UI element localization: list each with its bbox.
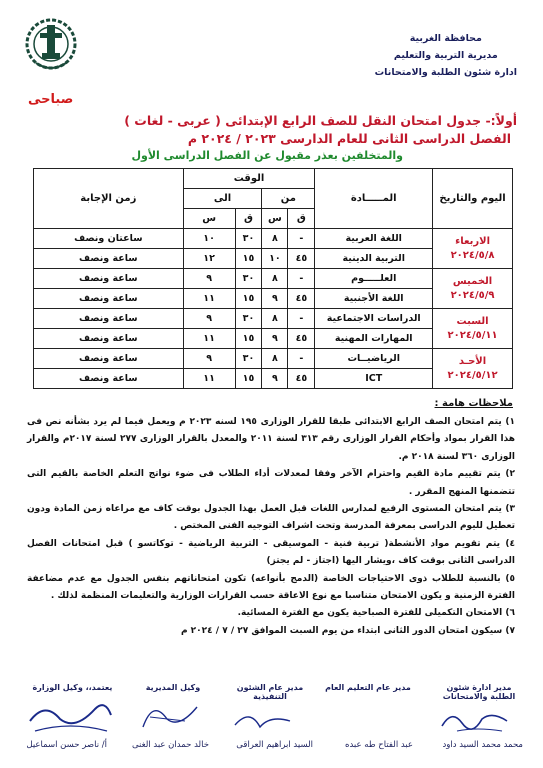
day-name: الاربعاء bbox=[455, 235, 490, 247]
exam-date: ٢٠٢٤/٥/١٢ bbox=[447, 369, 498, 381]
header-time: الوقت bbox=[183, 169, 315, 189]
duration-cell: ساعة ونصف bbox=[34, 349, 184, 369]
from-minute-cell: ٤٥ bbox=[288, 249, 315, 269]
signature-block bbox=[20, 683, 525, 753]
to-hour-cell: ١١ bbox=[183, 369, 235, 389]
duration-cell: ساعة ونصف bbox=[34, 309, 184, 329]
day-date-cell bbox=[433, 229, 513, 269]
header-from: من bbox=[262, 189, 315, 209]
note-item: ٥) بالنسبة للطلاب ذوى الاحتياجات الخاصة (الدمج بأنواعه) تكون امتحاناتهم بنفس الجدول مع عدم مضاعفة الفترة الزمنية و يكون الامتحان متناسبا مع نوع الاعاقة حسب القرارات الوزارية والتعليمات المنظمة لذلك . bbox=[27, 573, 515, 602]
from-hour-cell: ٩ bbox=[262, 289, 288, 309]
from-hour-cell: ٩ bbox=[262, 329, 288, 349]
header-to-hour: س bbox=[183, 209, 235, 229]
to-hour-cell: ١٠ bbox=[183, 229, 235, 249]
from-hour-cell: ٩ bbox=[262, 369, 288, 389]
to-minute-cell: ٣٠ bbox=[235, 349, 262, 369]
to-minute-cell: ٣٠ bbox=[235, 229, 262, 249]
header-to-minute: ق bbox=[235, 209, 262, 229]
signatory-title: وكيل المديرية bbox=[145, 683, 201, 692]
from-minute-cell: ٤٥ bbox=[288, 329, 315, 349]
makeup-subtitle: والمتخلفين بعذر مقبول عن الفصل الدراسى الأول bbox=[131, 149, 403, 162]
to-hour-cell: ٩ bbox=[183, 349, 235, 369]
from-hour-cell: ١٠ bbox=[262, 249, 288, 269]
from-minute-cell: - bbox=[288, 269, 315, 289]
shift-label: صباحى bbox=[28, 92, 74, 107]
subject-cell: اللغة الأجنبية bbox=[315, 289, 433, 309]
from-minute-cell: - bbox=[288, 349, 315, 369]
day-date-cell bbox=[433, 309, 513, 349]
schedule-title: أولاً:- جدول امتحان النقل للصف الرابع الإبتدائى ( عربى - لغات ) bbox=[124, 113, 517, 128]
note-item: ١) يتم امتحان الصف الرابع الابتدائى طبقا للقرار الوزارى ١٩٥ لسنه ٢٠٢٣ م ويعمل فيما لم يرد بشأنه نص فى هذا القرار بمواد وأحكام القرار الوزارى رقم ٣١٣ لسنة ٢٠١١ والمعدل بالقرار الوزارى ٢٧٧ لسنة ٢٠١٧م والقرار الوزارى ٣٦٠ لسنة ٢٠١٨ م. bbox=[27, 417, 516, 462]
semester-title: الفصل الدراسى الثانى للعام الدارسى ٢٠٢٣ / ٢٠٢٤ م bbox=[187, 131, 511, 146]
from-minute-cell: ٤٥ bbox=[288, 369, 315, 389]
note-item: ٤) يتم تقويم مواد الأنشطة( تربية فنية - الموسيقى - التربية الرياضية - توكاتسو ) قبل امتحانات الفصل الدراسى الثانى بوقت كاف ،ويشار اليها (اجتاز - لم يجتز) bbox=[27, 538, 515, 567]
subject-cell: العلـــــوم bbox=[315, 269, 433, 289]
exam-date: ٢٠٢٤/٥/٨ bbox=[450, 249, 495, 261]
from-minute-cell: ٤٥ bbox=[288, 289, 315, 309]
exam-date: ٢٠٢٤/٥/٩ bbox=[450, 289, 495, 301]
note-item: ٢) يتم تقييم مادة القيم واحترام الآخر وفقا لمعدلات أداء الطلاب فى ضوء نواتج التعلم الخاصة بالقيم التى تتضمنها المنهج المقرر . bbox=[27, 469, 515, 497]
schedule-table bbox=[33, 168, 513, 389]
to-hour-cell: ١٢ bbox=[183, 249, 235, 269]
duration-cell: ساعتان ونصف bbox=[34, 229, 184, 249]
signatory-title: يعتمد،، وكيل الوزارة bbox=[32, 683, 113, 692]
signatory-name: أ/ ناصر حسن اسماعيل bbox=[26, 740, 107, 750]
signature-scribble-icon bbox=[437, 701, 517, 739]
duration-cell: ساعة ونصف bbox=[34, 289, 184, 309]
note-item: ٧) سيكون امتحان الدور الثانى ابتداء من يوم السبت الموافق ٢٧ / ٧ / ٢٠٢٤ م bbox=[180, 625, 515, 636]
to-hour-cell: ٩ bbox=[183, 269, 235, 289]
to-hour-cell: ١١ bbox=[183, 329, 235, 349]
signature-scribble-icon bbox=[230, 703, 300, 739]
subject-cell: المهارات المهنية bbox=[315, 329, 433, 349]
subject-cell: التربية الدينية bbox=[315, 249, 433, 269]
to-minute-cell: ١٥ bbox=[235, 369, 262, 389]
to-minute-cell: ٣٠ bbox=[235, 269, 262, 289]
to-minute-cell: ١٥ bbox=[235, 289, 262, 309]
table-row bbox=[34, 309, 513, 329]
from-minute-cell: - bbox=[288, 309, 315, 329]
table-row bbox=[34, 349, 513, 369]
duration-cell: ساعة ونصف bbox=[34, 249, 184, 269]
letterhead bbox=[375, 30, 517, 81]
duration-cell: ساعة ونصف bbox=[34, 369, 184, 389]
signatory-name: السيد ابراهيم العراقى bbox=[236, 740, 313, 750]
ministry-logo-icon bbox=[22, 13, 80, 75]
from-hour-cell: ٨ bbox=[262, 309, 288, 329]
signatory-name: عبد الفتاح طه عبده bbox=[345, 740, 413, 750]
subject-cell: ICT bbox=[315, 369, 433, 389]
day-date-cell bbox=[433, 269, 513, 309]
header-subject: المـــــادة bbox=[315, 169, 433, 229]
header-from-hour: س bbox=[262, 209, 288, 229]
signatory-title: مدير ادارة شئون الطلبة والامتحانات bbox=[442, 683, 516, 701]
governorate-label: محافظة الغربية bbox=[409, 33, 482, 44]
from-hour-cell: ٨ bbox=[262, 349, 288, 369]
from-hour-cell: ٨ bbox=[262, 229, 288, 249]
header-from-minute: ق bbox=[288, 209, 315, 229]
subject-cell: اللغة العربية bbox=[315, 229, 433, 249]
signature-scribble-icon bbox=[25, 691, 115, 739]
day-date-cell bbox=[433, 349, 513, 389]
duration-cell: ساعة ونصف bbox=[34, 269, 184, 289]
signature-scribble-icon bbox=[135, 697, 205, 737]
subject-cell: الدراسات الاجتماعية bbox=[315, 309, 433, 329]
table-row bbox=[34, 269, 513, 289]
exam-date: ٢٠٢٤/٥/١١ bbox=[447, 329, 498, 341]
header-to: الى bbox=[183, 189, 262, 209]
subject-cell: الرياضيــات bbox=[315, 349, 433, 369]
duration-cell: ساعة ونصف bbox=[34, 329, 184, 349]
to-hour-cell: ١١ bbox=[183, 289, 235, 309]
signatory-name: محمد محمد السيد داود bbox=[442, 740, 523, 750]
header-day-date: اليوم والتاريخ bbox=[433, 169, 513, 229]
from-hour-cell: ٨ bbox=[262, 269, 288, 289]
day-name: الخميس bbox=[452, 275, 493, 287]
notes-list bbox=[27, 414, 515, 640]
note-item: ٦) الامتحان التكميلى للفترة الصباحية يكون مع الفترة المسائية. bbox=[237, 608, 515, 619]
to-hour-cell: ٩ bbox=[183, 309, 235, 329]
header-duration: زمن الإجابة bbox=[34, 169, 184, 229]
signatory-title: مدير عام التعليم العام bbox=[325, 683, 411, 692]
to-minute-cell: ١٥ bbox=[235, 329, 262, 349]
note-item: ٣) يتم امتحان المستوى الرفيع لمدارس اللغات قبل العمل بهذا الجدول بوقت كاف مع مراعاه زمن المادة ودون تعطيل لليوم الدراسى بمعرفة المدرسة وتحت اشراف التوجيه الفنى المختص . bbox=[27, 504, 515, 532]
department-label: ادارة شئون الطلبة والامتحانات bbox=[374, 67, 517, 78]
table-row bbox=[34, 229, 513, 249]
signatory-name: خالد حمدان عبد الغنى bbox=[131, 740, 209, 750]
day-name: الأحـد bbox=[458, 355, 487, 367]
signatory-title: مدير عام الشئون التنفيذية bbox=[236, 683, 304, 701]
day-name: السبت bbox=[456, 315, 489, 327]
directorate-label: مديرية التربية والتعليم bbox=[393, 50, 498, 61]
to-minute-cell: ١٥ bbox=[235, 249, 262, 269]
notes-heading: ملاحظات هامة : bbox=[434, 398, 513, 409]
from-minute-cell: - bbox=[288, 229, 315, 249]
to-minute-cell: ٣٠ bbox=[235, 309, 262, 329]
